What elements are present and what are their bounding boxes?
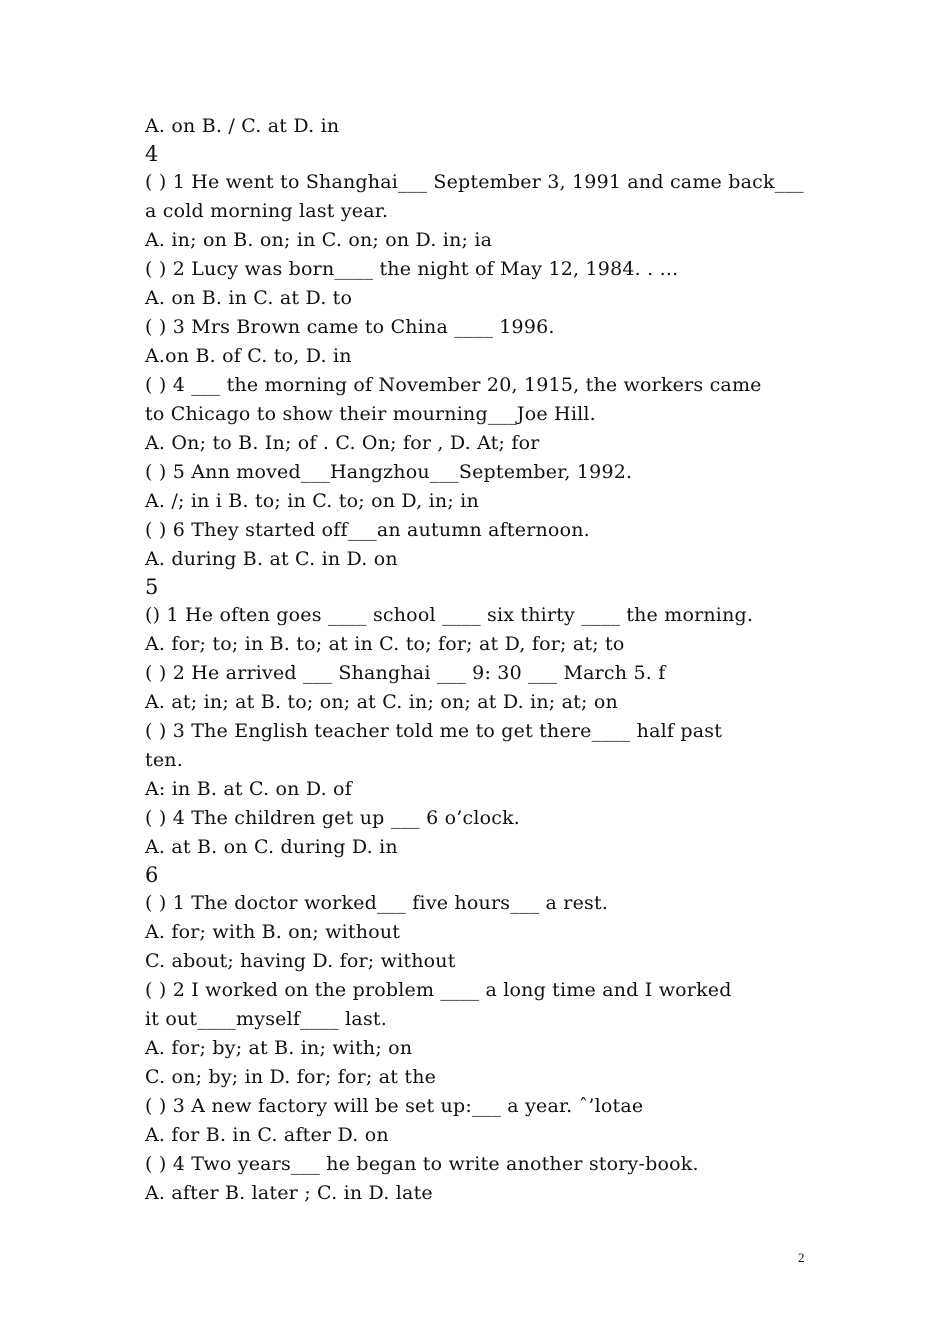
answer-options: A. during B. at C. in D. on bbox=[145, 548, 398, 570]
answer-options: A. at B. on C. during D. in bbox=[145, 836, 398, 858]
answer-options: A. after B. later ; C. in D. late bbox=[145, 1182, 433, 1204]
answer-options: A. On; to B. In; of . C. On; for , D. At; for bbox=[145, 432, 540, 454]
answer-options: C. on; by; in D. for; for; at the bbox=[145, 1066, 437, 1088]
question-text: ( ) 1 He went to Shanghai___ September 3, 1991 and came back___ bbox=[145, 171, 804, 193]
question-text: ( ) 4 ___ the morning of November 20, 1915, the workers came bbox=[145, 374, 762, 396]
answer-options: A: in B. at C. on D. of bbox=[145, 778, 352, 800]
question-text: () 1 He often goes ____ school ____ six thirty ____ the morning. bbox=[145, 604, 754, 626]
question-text: ( ) 3 Mrs Brown came to China ____ 1996. bbox=[145, 316, 555, 338]
question-text: ( ) 6 They started off___an autumn afternoon. bbox=[145, 519, 590, 541]
question-text: ( ) 2 Lucy was born____ the night of May 12, 1984. . ... bbox=[145, 258, 679, 280]
answer-options: A. for; to; in B. to; at in C. to; for; at D, for; at; to bbox=[145, 633, 625, 655]
answer-options: A. for B. in C. after D. on bbox=[145, 1124, 389, 1146]
question-text: ( ) 4 Two years___ he began to write another story-book. bbox=[145, 1153, 699, 1175]
question-text: it out____myself____ last. bbox=[145, 1008, 387, 1030]
section-number: 4 bbox=[145, 142, 159, 166]
answer-options: A. on B. in C. at D. to bbox=[145, 287, 353, 309]
section-number: 6 bbox=[145, 863, 159, 887]
question-text: ten. bbox=[145, 749, 183, 771]
answer-options: A. at; in; at B. to; on; at C. in; on; at D. in; at; on bbox=[145, 691, 618, 713]
page-number: 2 bbox=[798, 1250, 805, 1265]
question-text: ( ) 2 He arrived ___ Shanghai ___ 9: 30 ___ March 5. f bbox=[145, 662, 666, 684]
answer-options: A. for; with B. on; without bbox=[145, 921, 401, 943]
answer-options: A. for; by; at B. in; with; on bbox=[145, 1037, 413, 1059]
answer-options: C. about; having D. for; without bbox=[145, 950, 456, 972]
question-text: a cold morning last year. bbox=[145, 200, 389, 222]
answer-options: A. on B. / C. at D. in bbox=[145, 115, 340, 137]
exercise-text bbox=[145, 112, 825, 1208]
question-text: ( ) 4 The children get up ___ 6 o’clock. bbox=[145, 807, 521, 829]
question-text: ( ) 3 The English teacher told me to get there____ half past bbox=[145, 720, 723, 742]
question-text: ( ) 3 A new factory will be set up:___ a year. ˆ’lotae bbox=[145, 1095, 644, 1117]
answer-options: A. /; in i B. to; in C. to; on D, in; in bbox=[145, 490, 479, 512]
question-text: ( ) 2 I worked on the problem ____ a long time and I worked bbox=[145, 979, 732, 1001]
question-text: ( ) 1 The doctor worked___ five hours___ a rest. bbox=[145, 892, 609, 914]
question-text: ( ) 5 Ann moved___Hangzhou___September, 1992. bbox=[145, 461, 633, 483]
answer-options: A. in; on B. on; in C. on; on D. in; ia bbox=[145, 229, 493, 251]
section-number: 5 bbox=[145, 575, 159, 599]
question-text: to Chicago to show their mourning___Joe Hill. bbox=[145, 403, 596, 425]
answer-options: A.on B. of C. to, D. in bbox=[145, 345, 352, 367]
